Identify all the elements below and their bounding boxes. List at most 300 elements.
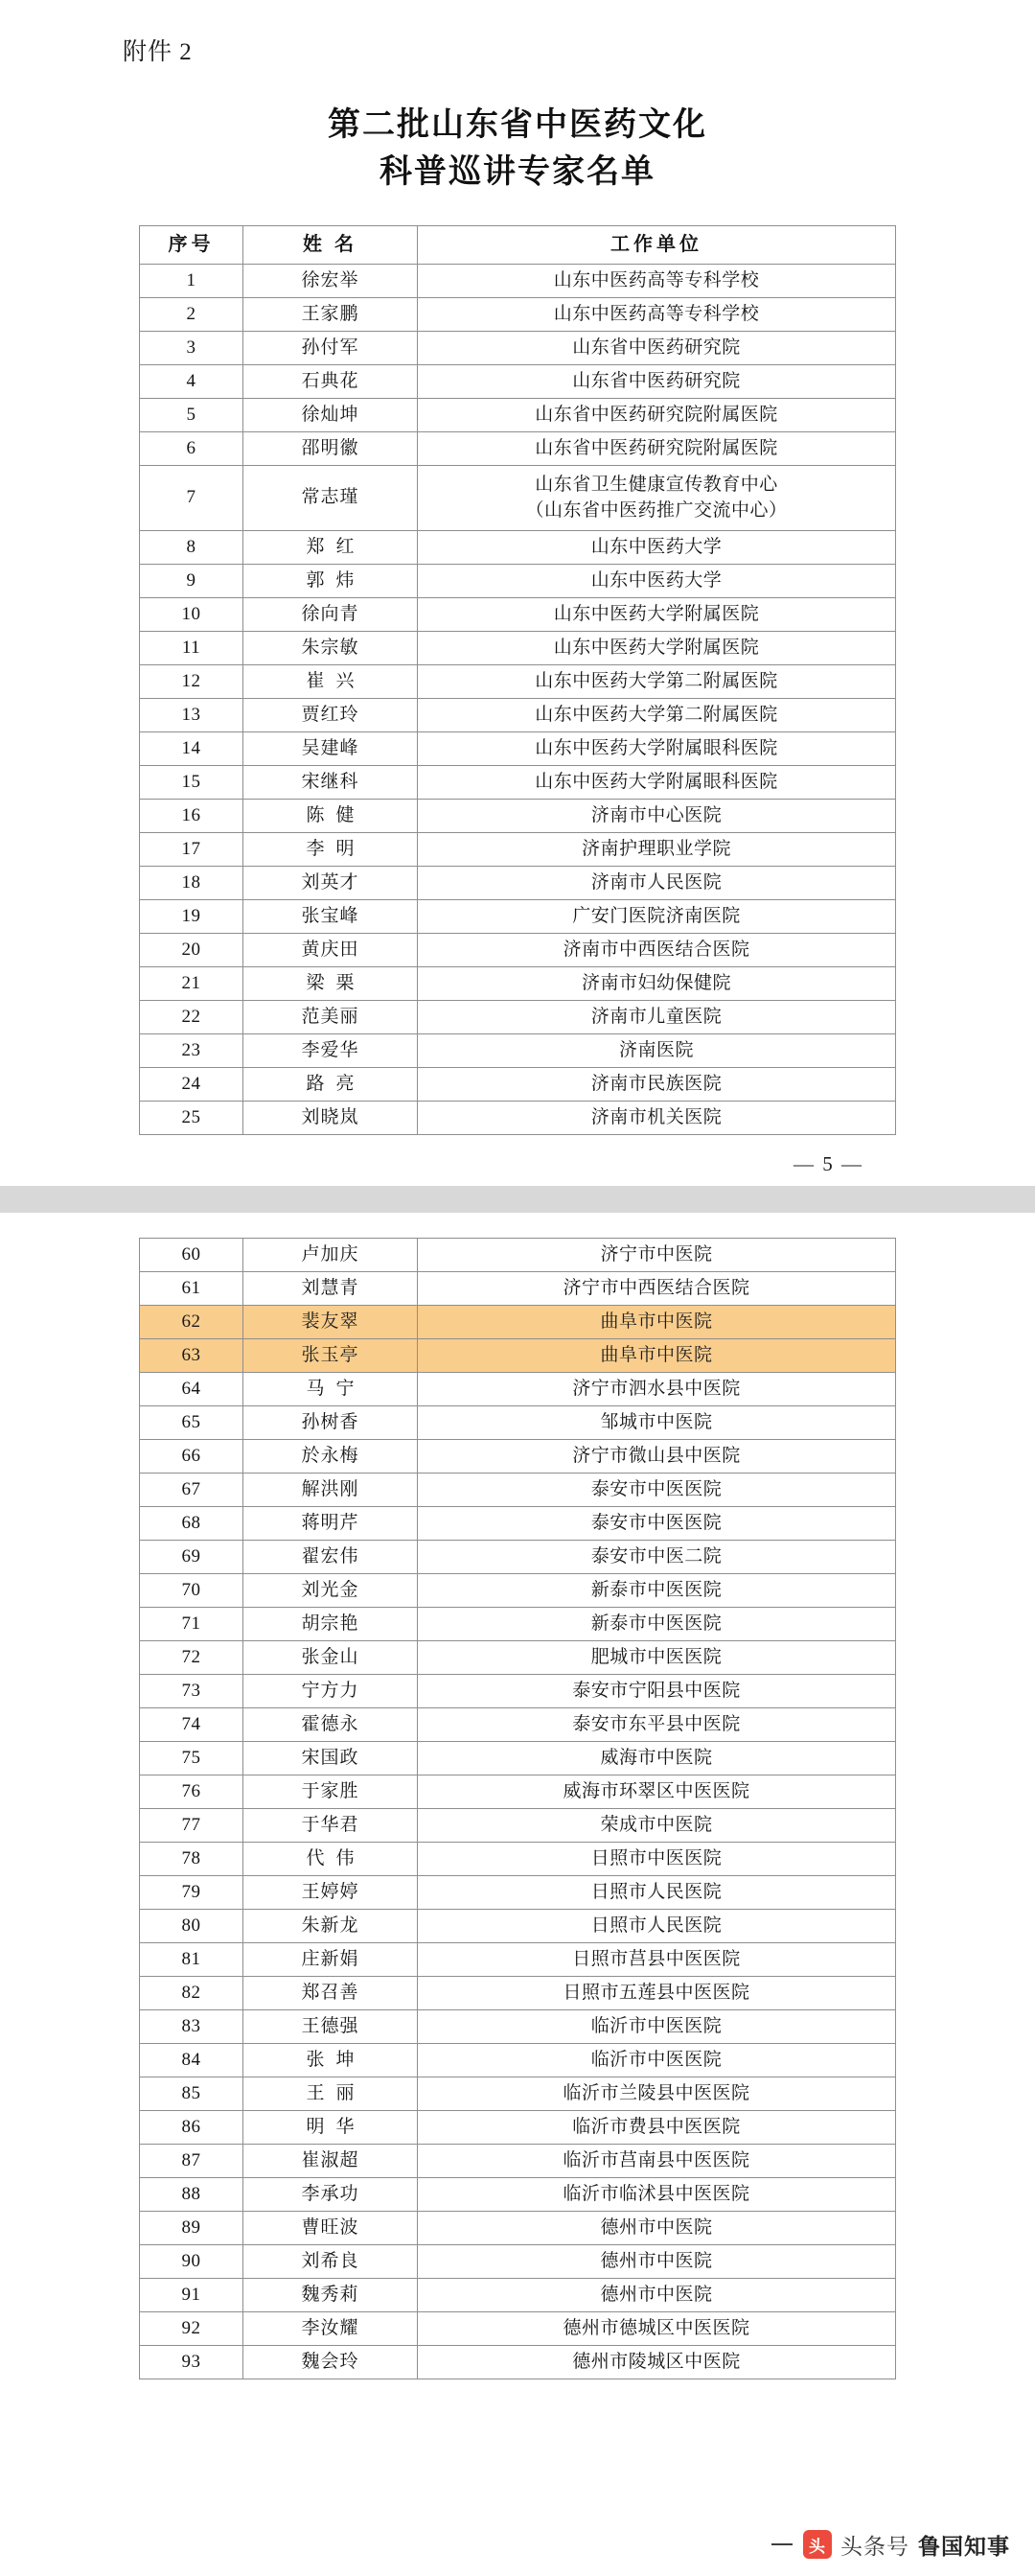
cell-no: 6 xyxy=(140,431,243,465)
cell-name: 王婷婷 xyxy=(243,1875,418,1909)
table-row xyxy=(140,1707,896,1741)
table-row xyxy=(140,1473,896,1506)
table-row xyxy=(140,2009,896,2043)
cell-unit xyxy=(418,1875,896,1909)
cell-no: 88 xyxy=(140,2177,243,2211)
cell-unit-line: 泰安市东平县中医院 xyxy=(572,1713,741,1734)
cell-name: 郑召善 xyxy=(243,1976,418,2009)
cell-unit-line: 临沂市费县中医医院 xyxy=(572,2116,741,2137)
cell-unit-line: 山东中医药大学附属医院 xyxy=(553,603,760,624)
cell-no: 15 xyxy=(140,765,243,799)
cell-no: 71 xyxy=(140,1607,243,1640)
cell-name: 张玉亭 xyxy=(243,1338,418,1372)
watermark xyxy=(771,2529,1010,2561)
cell-name: 解洪刚 xyxy=(243,1473,418,1506)
cell-no: 66 xyxy=(140,1439,243,1473)
table-row xyxy=(140,1674,896,1707)
expert-table-section-2 xyxy=(139,1238,896,2379)
table-row xyxy=(140,530,896,564)
table-row xyxy=(140,597,896,631)
cell-name: 明华 xyxy=(243,2110,418,2144)
cell-name: 刘光金 xyxy=(243,1573,418,1607)
cell-unit xyxy=(418,465,896,530)
cell-unit-line: 威海市中医院 xyxy=(600,1747,713,1768)
cell-unit xyxy=(418,1338,896,1372)
watermark-prefix: 头条号 xyxy=(840,2533,909,2559)
cell-name: 王德强 xyxy=(243,2009,418,2043)
toutiao-logo-icon: 头 xyxy=(803,2530,832,2559)
cell-unit xyxy=(418,2110,896,2144)
cell-name: 梁栗 xyxy=(243,966,418,1000)
table-row xyxy=(140,832,896,866)
table-row xyxy=(140,1942,896,1976)
column-header-no: 序号 xyxy=(140,225,243,264)
page-number: — 5 — xyxy=(794,1151,863,1175)
cell-unit xyxy=(418,2278,896,2311)
cell-unit-line: 山东省中医药研究院附属医院 xyxy=(535,437,778,458)
cell-unit-line: 日照市人民医院 xyxy=(590,1881,723,1902)
cell-unit-line: 德州市中医院 xyxy=(600,2284,713,2305)
cell-no: 17 xyxy=(140,832,243,866)
table-body xyxy=(140,1238,896,2379)
cell-unit xyxy=(418,1707,896,1741)
cell-unit xyxy=(418,866,896,899)
sheet-divider xyxy=(0,1186,1035,1213)
cell-unit-line: 日照市人民医院 xyxy=(590,1915,723,1936)
table-row xyxy=(140,1271,896,1305)
cell-unit-line: 日照市莒县中医医院 xyxy=(572,1948,741,1969)
table-row xyxy=(140,2144,896,2177)
table-row xyxy=(140,564,896,597)
cell-name: 张宝峰 xyxy=(243,899,418,933)
cell-unit xyxy=(418,431,896,465)
cell-unit xyxy=(418,1405,896,1439)
cell-unit-line: 临沂市兰陵县中医医院 xyxy=(563,2082,750,2103)
cell-name: 霍德永 xyxy=(243,1707,418,1741)
table-row xyxy=(140,2177,896,2211)
table-header xyxy=(140,225,896,264)
document-sheet-1 xyxy=(0,0,1035,1186)
cell-unit xyxy=(418,1372,896,1405)
cell-name: 朱宗敏 xyxy=(243,631,418,664)
cell-name: 於永梅 xyxy=(243,1439,418,1473)
cell-unit-line: 泰安市宁阳县中医院 xyxy=(572,1680,741,1701)
table-row xyxy=(140,1405,896,1439)
table-row xyxy=(140,1000,896,1033)
cell-no: 87 xyxy=(140,2144,243,2177)
cell-unit xyxy=(418,1909,896,1942)
cell-unit-line: 曲阜市中医院 xyxy=(600,1311,713,1332)
cell-unit-line: 荣成市中医院 xyxy=(600,1814,713,1835)
cell-no: 77 xyxy=(140,1808,243,1842)
cell-unit xyxy=(418,1640,896,1674)
cell-unit-line: 山东省中医药研究院附属医院 xyxy=(535,404,778,425)
cell-unit xyxy=(418,2077,896,2110)
cell-no: 20 xyxy=(140,933,243,966)
cell-unit xyxy=(418,765,896,799)
cell-no: 60 xyxy=(140,1238,243,1271)
cell-name: 魏会玲 xyxy=(243,2345,418,2379)
table-row xyxy=(140,1741,896,1775)
cell-unit xyxy=(418,1000,896,1033)
table-row xyxy=(140,1607,896,1640)
cell-name: 魏秀莉 xyxy=(243,2278,418,2311)
cell-name: 马宁 xyxy=(243,1372,418,1405)
cell-unit-line: 济南市中心医院 xyxy=(590,804,723,825)
cell-name: 朱新龙 xyxy=(243,1909,418,1942)
cell-no: 12 xyxy=(140,664,243,698)
cell-name: 石典花 xyxy=(243,364,418,398)
cell-name: 张金山 xyxy=(243,1640,418,1674)
cell-no: 78 xyxy=(140,1842,243,1875)
cell-unit-line: 山东中医药大学第二附属医院 xyxy=(535,704,778,725)
cell-unit xyxy=(418,564,896,597)
cell-no: 80 xyxy=(140,1909,243,1942)
cell-unit-line: 泰安市中医医院 xyxy=(590,1512,723,1533)
cell-no: 8 xyxy=(140,530,243,564)
cell-name: 徐灿坤 xyxy=(243,398,418,431)
cell-name: 李爱华 xyxy=(243,1033,418,1067)
document-sheet-2 xyxy=(0,1213,1035,2412)
cell-name: 宋继科 xyxy=(243,765,418,799)
cell-name: 刘英才 xyxy=(243,866,418,899)
cell-no: 67 xyxy=(140,1473,243,1506)
cell-no: 72 xyxy=(140,1640,243,1674)
expert-table xyxy=(139,225,896,1135)
cell-name: 刘希良 xyxy=(243,2244,418,2278)
column-header-unit: 工作单位 xyxy=(418,225,896,264)
cell-unit xyxy=(418,2177,896,2211)
table-row xyxy=(140,1101,896,1134)
cell-no: 86 xyxy=(140,2110,243,2144)
cell-unit xyxy=(418,832,896,866)
table-row xyxy=(140,1775,896,1808)
table-row xyxy=(140,465,896,530)
cell-name: 胡宗艳 xyxy=(243,1607,418,1640)
cell-unit xyxy=(418,2311,896,2345)
table-row xyxy=(140,1808,896,1842)
cell-no: 64 xyxy=(140,1372,243,1405)
cell-no: 81 xyxy=(140,1942,243,1976)
cell-no: 10 xyxy=(140,597,243,631)
cell-unit xyxy=(418,1741,896,1775)
cell-no: 73 xyxy=(140,1674,243,1707)
cell-unit-line: 日照市五莲县中医医院 xyxy=(563,1982,750,2003)
cell-unit-line: 德州市中医院 xyxy=(600,2250,713,2271)
cell-unit xyxy=(418,1808,896,1842)
table-row xyxy=(140,1976,896,2009)
table-row xyxy=(140,2110,896,2144)
cell-unit xyxy=(418,1842,896,1875)
cell-name: 常志瑾 xyxy=(243,465,418,530)
expert-table-section-1 xyxy=(139,225,896,1135)
cell-unit-line: 德州市德城区中医医院 xyxy=(563,2317,750,2338)
cell-unit-line: 新泰市中医医院 xyxy=(590,1579,723,1600)
cell-no: 18 xyxy=(140,866,243,899)
cell-unit xyxy=(418,1674,896,1707)
cell-no: 25 xyxy=(140,1101,243,1134)
cell-unit xyxy=(418,2043,896,2077)
cell-no: 74 xyxy=(140,1707,243,1741)
table-row xyxy=(140,866,896,899)
cell-no: 21 xyxy=(140,966,243,1000)
table-row xyxy=(140,966,896,1000)
cell-name: 卢加庆 xyxy=(243,1238,418,1271)
cell-unit xyxy=(418,1473,896,1506)
cell-no: 82 xyxy=(140,1976,243,2009)
table-row xyxy=(140,1033,896,1067)
cell-name: 宋国政 xyxy=(243,1741,418,1775)
cell-unit-line: 德州市中医院 xyxy=(600,2216,713,2238)
cell-name: 孙树香 xyxy=(243,1405,418,1439)
cell-unit-line: 山东中医药大学附属眼科医院 xyxy=(535,771,778,792)
cell-unit xyxy=(418,2144,896,2177)
cell-unit xyxy=(418,1573,896,1607)
cell-unit xyxy=(418,364,896,398)
table-row xyxy=(140,2211,896,2244)
cell-unit xyxy=(418,933,896,966)
cell-unit-line: （山东省中医药推广交流中心） xyxy=(525,500,788,522)
table-row xyxy=(140,2278,896,2311)
cell-name: 孙付军 xyxy=(243,331,418,364)
cell-name: 王丽 xyxy=(243,2077,418,2110)
cell-name: 李汝耀 xyxy=(243,2311,418,2345)
cell-unit xyxy=(418,2244,896,2278)
column-header-name: 姓 名 xyxy=(243,225,418,264)
cell-unit-line: 山东中医药大学 xyxy=(590,536,723,557)
cell-no: 68 xyxy=(140,1506,243,1540)
table-row xyxy=(140,1842,896,1875)
cell-no: 1 xyxy=(140,264,243,297)
table-body xyxy=(140,264,896,1134)
cell-unit xyxy=(418,2345,896,2379)
cell-name: 黄庆田 xyxy=(243,933,418,966)
cell-no: 13 xyxy=(140,698,243,731)
cell-unit xyxy=(418,1607,896,1640)
cell-unit xyxy=(418,631,896,664)
cell-name: 代伟 xyxy=(243,1842,418,1875)
cell-name: 崔淑超 xyxy=(243,2144,418,2177)
table-row xyxy=(140,431,896,465)
watermark-footer xyxy=(0,2513,1035,2576)
cell-name: 崔兴 xyxy=(243,664,418,698)
cell-no: 22 xyxy=(140,1000,243,1033)
table-row xyxy=(140,1305,896,1338)
cell-no: 14 xyxy=(140,731,243,765)
cell-unit xyxy=(418,1540,896,1573)
cell-no: 90 xyxy=(140,2244,243,2278)
dash-icon xyxy=(771,2543,793,2545)
cell-unit-line: 济宁市中医院 xyxy=(600,1243,713,1265)
cell-name: 蒋明芹 xyxy=(243,1506,418,1540)
cell-unit-line: 山东中医药高等专科学校 xyxy=(553,303,760,324)
cell-no: 89 xyxy=(140,2211,243,2244)
cell-name: 吴建峰 xyxy=(243,731,418,765)
table-row xyxy=(140,1875,896,1909)
cell-unit-line: 临沂市中医医院 xyxy=(590,2049,723,2070)
cell-name: 李承功 xyxy=(243,2177,418,2211)
cell-name: 邵明徽 xyxy=(243,431,418,465)
table-row xyxy=(140,2345,896,2379)
cell-unit xyxy=(418,698,896,731)
cell-name: 李明 xyxy=(243,832,418,866)
table-row xyxy=(140,698,896,731)
cell-unit-line: 济南护理职业学院 xyxy=(581,838,731,859)
cell-unit xyxy=(418,398,896,431)
cell-unit-line: 济宁市中西医结合医院 xyxy=(563,1277,750,1298)
cell-unit xyxy=(418,331,896,364)
cell-unit-line: 济宁市泗水县中医院 xyxy=(572,1378,741,1399)
cell-no: 92 xyxy=(140,2311,243,2345)
table-row xyxy=(140,664,896,698)
cell-unit-line: 济南市民族医院 xyxy=(590,1073,723,1094)
cell-unit-line: 山东中医药大学 xyxy=(590,569,723,591)
cell-unit xyxy=(418,799,896,832)
cell-unit xyxy=(418,1067,896,1101)
cell-unit-line: 济南市儿童医院 xyxy=(590,1006,723,1027)
cell-name: 张坤 xyxy=(243,2043,418,2077)
cell-name: 裴友翠 xyxy=(243,1305,418,1338)
table-row xyxy=(140,2077,896,2110)
cell-unit-line: 临沂市中医医院 xyxy=(590,2015,723,2036)
cell-unit xyxy=(418,1942,896,1976)
table-row xyxy=(140,331,896,364)
cell-name: 于华君 xyxy=(243,1808,418,1842)
cell-no: 85 xyxy=(140,2077,243,2110)
table-row xyxy=(140,1540,896,1573)
cell-no: 63 xyxy=(140,1338,243,1372)
table-row xyxy=(140,264,896,297)
cell-unit xyxy=(418,530,896,564)
table-row xyxy=(140,899,896,933)
cell-name: 郭炜 xyxy=(243,564,418,597)
cell-unit xyxy=(418,899,896,933)
cell-unit-line: 山东省卫生健康宣传教育中心 xyxy=(535,474,778,495)
cell-unit xyxy=(418,1976,896,2009)
cell-unit xyxy=(418,1439,896,1473)
table-header-row xyxy=(140,225,896,264)
table-row xyxy=(140,297,896,331)
cell-name: 范美丽 xyxy=(243,1000,418,1033)
cell-unit-line: 曲阜市中医院 xyxy=(600,1344,713,1365)
cell-unit-line: 肥城市中医医院 xyxy=(590,1646,723,1667)
table-row xyxy=(140,364,896,398)
cell-unit-line: 德州市陵城区中医院 xyxy=(572,2351,741,2372)
cell-unit-line: 临沂市莒南县中医医院 xyxy=(563,2149,750,2170)
cell-no: 65 xyxy=(140,1405,243,1439)
table-row xyxy=(140,1338,896,1372)
cell-no: 23 xyxy=(140,1033,243,1067)
cell-no: 69 xyxy=(140,1540,243,1573)
cell-name: 翟宏伟 xyxy=(243,1540,418,1573)
attachment-label: 附件 2 xyxy=(123,39,193,65)
cell-unit xyxy=(418,1506,896,1540)
table-row xyxy=(140,398,896,431)
table-row xyxy=(140,2043,896,2077)
cell-no: 83 xyxy=(140,2009,243,2043)
cell-name: 于家胜 xyxy=(243,1775,418,1808)
cell-unit-line: 济南市人民医院 xyxy=(590,871,723,893)
table-row xyxy=(140,2311,896,2345)
cell-name: 徐宏举 xyxy=(243,264,418,297)
cell-name: 陈健 xyxy=(243,799,418,832)
table-row xyxy=(140,1506,896,1540)
cell-unit-line: 山东省中医药研究院 xyxy=(572,337,741,358)
cell-no: 19 xyxy=(140,899,243,933)
cell-unit xyxy=(418,1271,896,1305)
cell-unit-line: 广安门医院济南医院 xyxy=(572,905,741,926)
cell-no: 24 xyxy=(140,1067,243,1101)
cell-unit xyxy=(418,966,896,1000)
cell-unit-line: 济南市机关医院 xyxy=(590,1106,723,1127)
cell-no: 9 xyxy=(140,564,243,597)
cell-no: 75 xyxy=(140,1741,243,1775)
cell-unit-line: 济南市中西医结合医院 xyxy=(563,939,750,960)
cell-name: 路亮 xyxy=(243,1067,418,1101)
cell-no: 5 xyxy=(140,398,243,431)
cell-no: 76 xyxy=(140,1775,243,1808)
table-row xyxy=(140,799,896,832)
cell-unit-line: 临沂市临沭县中医医院 xyxy=(563,2183,750,2204)
table-row xyxy=(140,2244,896,2278)
cell-unit-line: 新泰市中医医院 xyxy=(590,1613,723,1634)
cell-name: 徐向青 xyxy=(243,597,418,631)
cell-no: 3 xyxy=(140,331,243,364)
watermark-account-name: 鲁国知事 xyxy=(918,2533,1010,2559)
cell-unit xyxy=(418,597,896,631)
cell-unit-line: 山东中医药大学附属医院 xyxy=(553,637,760,658)
cell-name: 宁方力 xyxy=(243,1674,418,1707)
cell-unit xyxy=(418,297,896,331)
cell-no: 61 xyxy=(140,1271,243,1305)
cell-unit-line: 济南医院 xyxy=(618,1039,694,1060)
cell-unit-line: 山东中医药大学第二附属医院 xyxy=(535,670,778,691)
cell-name: 庄新娟 xyxy=(243,1942,418,1976)
table-row xyxy=(140,731,896,765)
cell-unit xyxy=(418,731,896,765)
cell-unit-line: 邹城市中医院 xyxy=(600,1411,713,1432)
page-title-line-2: 科普巡讲专家名单 xyxy=(380,154,656,191)
cell-unit xyxy=(418,1101,896,1134)
cell-name: 郑红 xyxy=(243,530,418,564)
table-row xyxy=(140,1909,896,1942)
cell-unit-line: 济宁市微山县中医院 xyxy=(572,1445,741,1466)
cell-unit-line: 济南市妇幼保健院 xyxy=(581,972,731,993)
cell-no: 84 xyxy=(140,2043,243,2077)
table-row xyxy=(140,765,896,799)
expert-table-continued xyxy=(139,1238,896,2379)
cell-unit-line: 山东中医药大学附属眼科医院 xyxy=(535,737,778,758)
cell-no: 4 xyxy=(140,364,243,398)
cell-name: 贾红玲 xyxy=(243,698,418,731)
cell-name: 曹旺波 xyxy=(243,2211,418,2244)
cell-no: 79 xyxy=(140,1875,243,1909)
cell-unit xyxy=(418,1305,896,1338)
cell-unit-line: 泰安市中医医院 xyxy=(590,1478,723,1499)
cell-no: 70 xyxy=(140,1573,243,1607)
cell-name: 刘慧青 xyxy=(243,1271,418,1305)
table-row xyxy=(140,1067,896,1101)
cell-name: 刘晓岚 xyxy=(243,1101,418,1134)
cell-no: 11 xyxy=(140,631,243,664)
page-title-line-1: 第二批山东省中医药文化 xyxy=(328,107,707,143)
table-row xyxy=(140,1640,896,1674)
table-row xyxy=(140,1439,896,1473)
cell-unit xyxy=(418,2211,896,2244)
page-title xyxy=(211,102,824,197)
cell-unit xyxy=(418,664,896,698)
cell-unit-line: 泰安市中医二院 xyxy=(590,1545,723,1566)
